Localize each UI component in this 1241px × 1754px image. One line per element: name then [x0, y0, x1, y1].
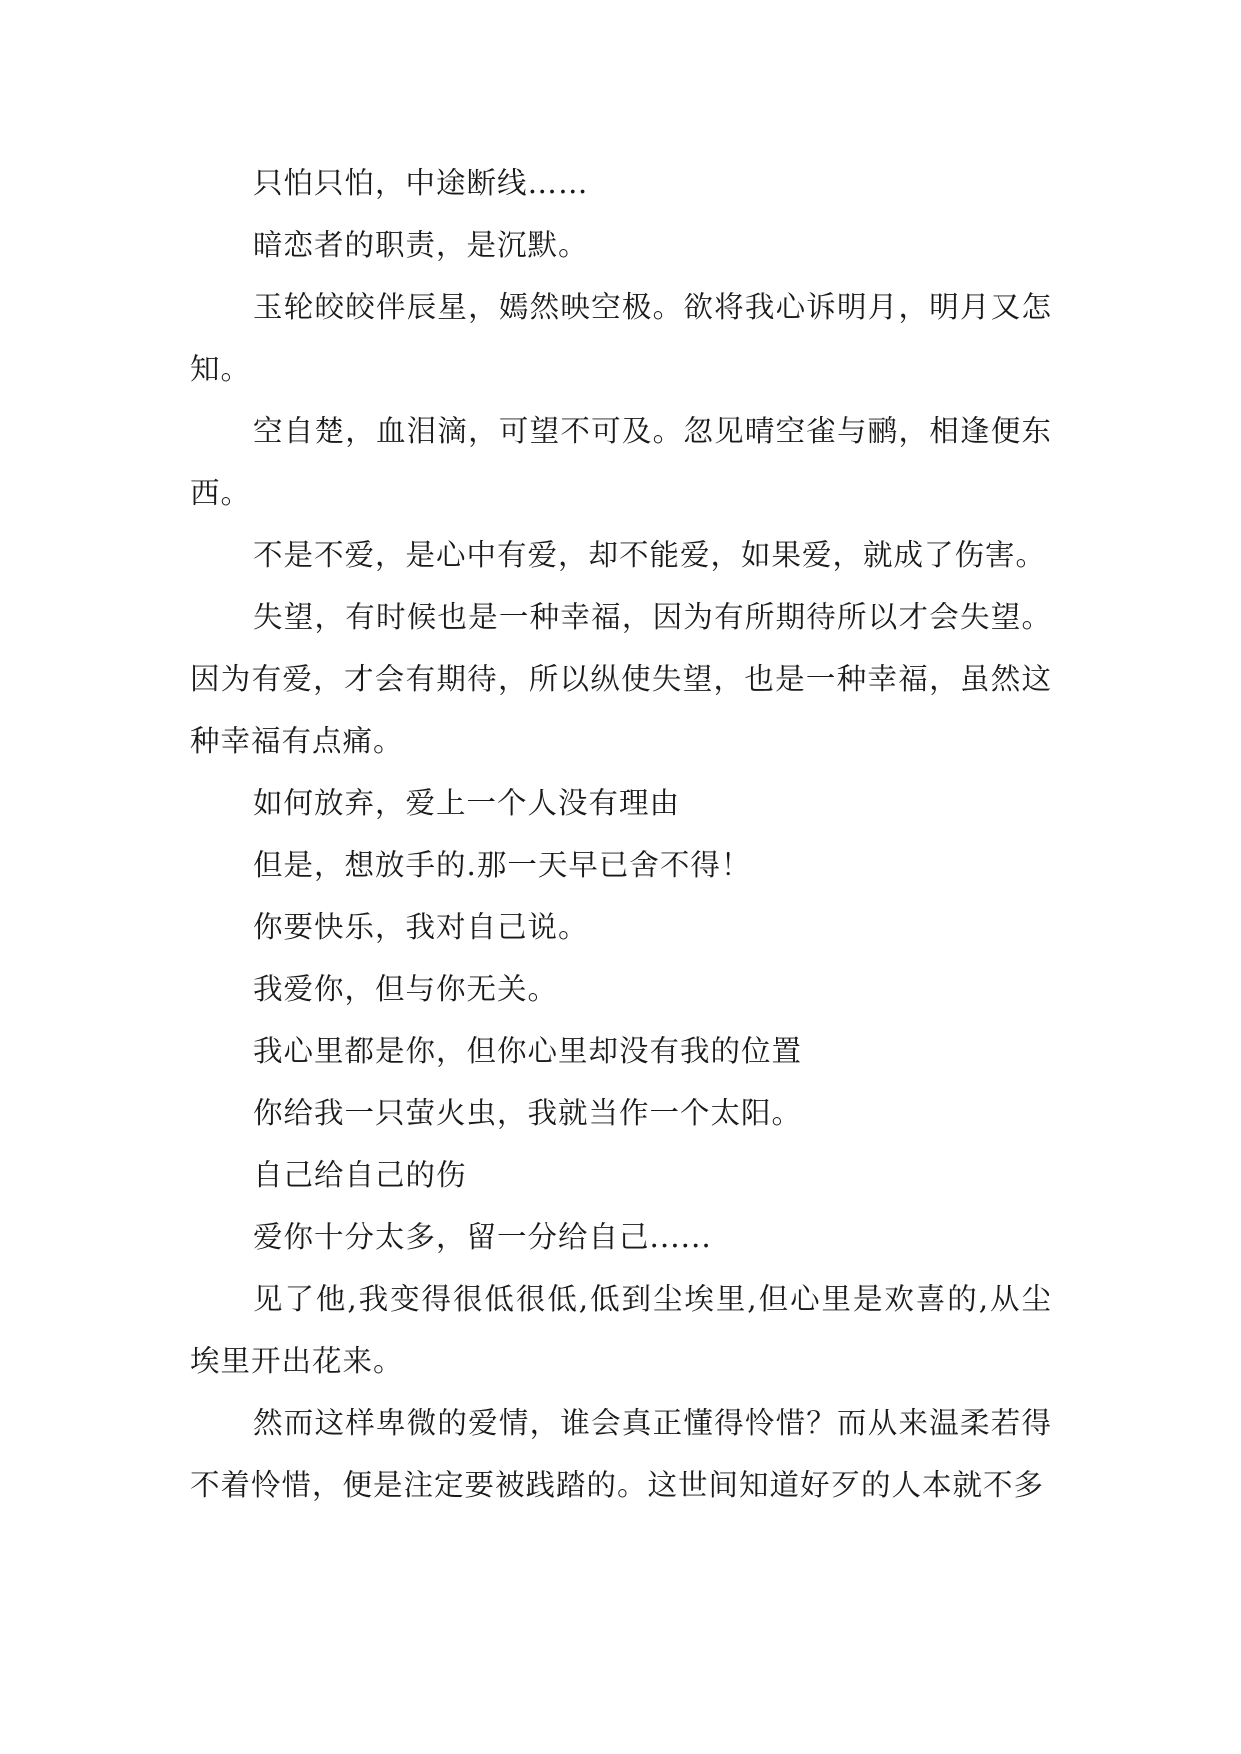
paragraph: 暗恋者的职责，是沉默。: [253, 228, 589, 262]
paragraph: 见了他,我变得很低很低,低到尘埃里,但心里是欢喜的,从尘埃里开出花来。: [190, 1282, 1052, 1378]
paragraph: 玉轮皎皎伴辰星，嫣然映空极。欲将我心诉明月，明月又怎知。: [190, 290, 1052, 386]
paragraph: 你要快乐，我对自己说。: [253, 910, 589, 944]
paragraph: 不是不爱，是心中有爱，却不能爱，如果爱，就成了伤害。: [253, 538, 1047, 572]
paragraph: 但是，想放手的.那一天早已舍不得！: [253, 848, 752, 882]
paragraph: 如何放弃，爱上一个人没有理由: [253, 786, 681, 820]
paragraph: 我心里都是你，但你心里却没有我的位置: [253, 1034, 803, 1068]
paragraph: 自己给自己的伤: [253, 1158, 467, 1192]
document-body: [190, 152, 1052, 1516]
paragraph: 然而这样卑微的爱情，谁会真正懂得怜惜？而从来温柔若得不着怜惜，便是注定要被践踏的。这世间知道好歹的人本就不多: [190, 1406, 1052, 1502]
paragraph: 失望，有时候也是一种幸福，因为有所期待所以才会失望。因为有爱，才会有期待，所以纵使失望，也是一种幸福，虽然这种幸福有点痛。: [190, 600, 1052, 758]
paragraph: 空自楚，血泪滴，可望不可及。忽见晴空雀与鹂，相逢便东西。: [190, 414, 1052, 510]
paragraph: 只怕只怕，中途断线……: [253, 166, 589, 200]
paragraph: 你给我一只萤火虫，我就当作一个太阳。: [253, 1096, 803, 1130]
paragraph: 爱你十分太多，留一分给自己......: [253, 1220, 712, 1254]
paragraph: 我爱你，但与你无关。: [253, 972, 559, 1006]
